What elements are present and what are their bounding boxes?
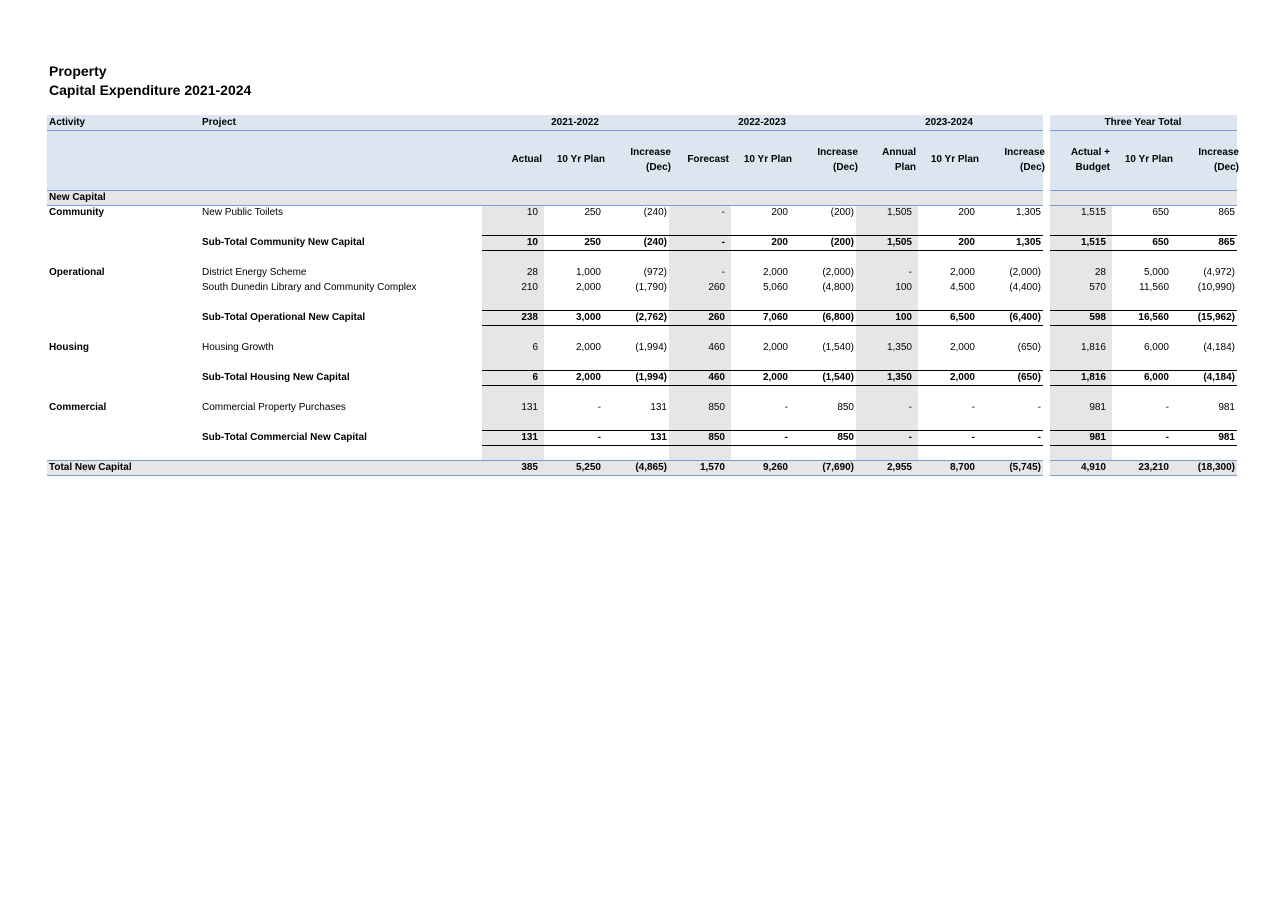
project-label: District Energy Scheme: [202, 267, 307, 278]
value-cell: (4,184): [1203, 342, 1235, 353]
project-label: New Public Toilets: [202, 207, 283, 218]
subtotal-value: -: [1165, 432, 1169, 443]
subtotal-value: (1,540): [822, 372, 854, 383]
subtotal-top-rule: [1050, 370, 1237, 371]
subtotal-value: (650): [1017, 372, 1041, 383]
subtotal-top-rule: [482, 235, 1043, 236]
value-cell: 260: [708, 282, 725, 293]
subtotal-value: 6,000: [1143, 372, 1169, 383]
value-cell: -: [597, 402, 601, 413]
subtotal-bottom-rule: [482, 385, 1043, 386]
subtotal-value: 100: [895, 312, 912, 323]
total-value: 2,955: [886, 462, 912, 473]
subtotal-value: -: [971, 432, 975, 443]
column-header: (Dec): [832, 162, 858, 173]
total-rule: [47, 475, 1043, 476]
subtotal-top-rule: [1050, 430, 1237, 431]
value-cell: 1,350: [886, 342, 912, 353]
column-header: Increase: [630, 147, 671, 158]
subtotal-top-rule: [482, 430, 1043, 431]
subtotal-value: 3,000: [575, 312, 601, 323]
value-cell: 200: [958, 207, 975, 218]
subtotal-bottom-rule: [1050, 250, 1237, 251]
value-cell: 850: [837, 402, 854, 413]
activity-header: Activity: [49, 117, 86, 128]
value-cell: 6: [532, 342, 538, 353]
project-label: Commercial Property Purchases: [202, 402, 346, 413]
total-value: 5,250: [575, 462, 601, 473]
total-value: 385: [521, 462, 538, 473]
value-cell: 5,060: [762, 282, 788, 293]
subtotal-value: 981: [1218, 432, 1235, 443]
activity-label: Operational: [49, 267, 105, 278]
subtotal-value: 260: [708, 312, 725, 323]
value-cell: 11,560: [1139, 282, 1169, 293]
value-cell: (240): [643, 207, 667, 218]
value-cell: 1,515: [1080, 207, 1106, 218]
value-cell: 865: [1218, 207, 1235, 218]
subtotal-value: (4,184): [1203, 372, 1235, 383]
column-header: Actual: [511, 154, 542, 165]
capex-table: [47, 115, 1237, 477]
column-header: Plan: [894, 162, 916, 173]
section-rule: [47, 205, 1043, 206]
value-cell: 1,816: [1080, 342, 1106, 353]
subtotal-value: -: [784, 432, 788, 443]
subtotal-value: 6: [532, 372, 538, 383]
subtotal-value: 6,500: [949, 312, 975, 323]
total-value: 4,910: [1080, 462, 1106, 473]
total-value: 8,700: [949, 462, 975, 473]
total-rule: [1050, 475, 1237, 476]
value-cell: 2,000: [575, 282, 601, 293]
subtotal-value: 10: [526, 237, 538, 248]
subtotal-label: Sub-Total Housing New Capital: [202, 372, 350, 383]
subtotal-value: 16,560: [1138, 312, 1169, 323]
total-value: (7,690): [822, 462, 854, 473]
value-cell: 6,000: [1143, 342, 1169, 353]
subtotal-bottom-rule: [1050, 325, 1237, 326]
subtotal-value: 2,000: [762, 372, 788, 383]
column-header: 10 Yr Plan: [930, 154, 979, 165]
value-cell: 131: [650, 402, 667, 413]
subtotal-value: 1,505: [886, 237, 912, 248]
subtotal-bottom-rule: [482, 445, 1043, 446]
subtotal-value: 250: [584, 237, 601, 248]
subtotal-value: 460: [708, 372, 725, 383]
header-rule: [47, 130, 1043, 131]
value-cell: 5,000: [1143, 267, 1169, 278]
value-cell: -: [784, 402, 788, 413]
total-value: (18,300): [1197, 462, 1235, 473]
section-label: New Capital: [49, 192, 106, 203]
section-band-total: [1050, 191, 1237, 205]
subtotal-value: 200: [958, 237, 975, 248]
value-cell: 570: [1089, 282, 1106, 293]
subtotal-value: (200): [830, 237, 854, 248]
value-cell: (4,400): [1009, 282, 1041, 293]
value-cell: -: [971, 402, 975, 413]
subtotal-label: Sub-Total Community New Capital: [202, 237, 365, 248]
value-cell: 850: [708, 402, 725, 413]
project-label: Housing Growth: [202, 342, 274, 353]
column-header: (Dec): [645, 162, 671, 173]
value-cell: 981: [1089, 402, 1106, 413]
total-rule: [1050, 460, 1237, 461]
header-rule: [1050, 190, 1237, 191]
subtotal-value: 1,816: [1080, 372, 1106, 383]
value-cell: (10,990): [1197, 282, 1235, 293]
total-value: 9,260: [762, 462, 788, 473]
subtotal-value: 850: [708, 432, 725, 443]
total-value: (5,745): [1009, 462, 1041, 473]
value-cell: 1,505: [886, 207, 912, 218]
subtotal-value: 598: [1089, 312, 1106, 323]
subtotal-value: 131: [521, 432, 538, 443]
subtotal-value: 238: [521, 312, 538, 323]
subtotal-value: -: [908, 432, 912, 443]
value-cell: -: [1037, 402, 1041, 413]
value-cell: 2,000: [575, 342, 601, 353]
value-cell: 200: [771, 207, 788, 218]
column-header: Budget: [1075, 162, 1110, 173]
subtotal-value: -: [721, 237, 725, 248]
value-cell: 28: [1094, 267, 1106, 278]
total-value: 1,570: [699, 462, 725, 473]
subtotal-value: 2,000: [575, 372, 601, 383]
subtotal-top-rule: [1050, 235, 1237, 236]
subtotal-value: 7,060: [762, 312, 788, 323]
year-group-header: Three Year Total: [1104, 117, 1182, 128]
value-cell: 650: [1152, 207, 1169, 218]
subtotal-value: -: [1037, 432, 1041, 443]
value-cell: 250: [584, 207, 601, 218]
activity-label: Community: [49, 207, 104, 218]
subtotal-top-rule: [482, 310, 1043, 311]
value-cell: 1,305: [1015, 207, 1041, 218]
subtotal-value: (240): [643, 237, 667, 248]
value-cell: -: [721, 267, 725, 278]
column-header: (Dec): [1213, 162, 1239, 173]
value-cell: (2,000): [822, 267, 854, 278]
value-cell: 2,000: [762, 267, 788, 278]
value-cell: (200): [830, 207, 854, 218]
value-cell: -: [1165, 402, 1169, 413]
column-header: 10 Yr Plan: [743, 154, 792, 165]
value-cell: 4,500: [949, 282, 975, 293]
page-subtitle: Capital Expenditure 2021-2024: [49, 82, 252, 98]
subtotal-value: 850: [837, 432, 854, 443]
value-cell: 2,000: [949, 342, 975, 353]
year-group-header: 2022-2023: [738, 117, 786, 128]
column-header: Forecast: [687, 154, 729, 165]
subtotal-value: 1,515: [1080, 237, 1106, 248]
value-cell: (1,994): [635, 342, 667, 353]
value-cell: 210: [521, 282, 538, 293]
value-cell: 981: [1218, 402, 1235, 413]
value-cell: (2,000): [1009, 267, 1041, 278]
column-header: Annual: [882, 147, 916, 158]
subtotal-value: -: [597, 432, 601, 443]
subtotal-label: Sub-Total Commercial New Capital: [202, 432, 367, 443]
subtotal-value: 1,305: [1015, 237, 1041, 248]
subtotal-bottom-rule: [482, 325, 1043, 326]
subtotal-value: 981: [1089, 432, 1106, 443]
subtotal-value: (6,800): [822, 312, 854, 323]
value-cell: 460: [708, 342, 725, 353]
header-rule: [47, 190, 1043, 191]
value-cell: (4,972): [1203, 267, 1235, 278]
column-header: Increase: [1198, 147, 1239, 158]
column-header: Increase: [817, 147, 858, 158]
value-cell: 2,000: [949, 267, 975, 278]
subtotal-value: (2,762): [635, 312, 667, 323]
subtotal-bottom-rule: [482, 250, 1043, 251]
column-header: 10 Yr Plan: [1124, 154, 1173, 165]
value-cell: -: [908, 267, 912, 278]
year-group-header: 2023-2024: [925, 117, 973, 128]
value-cell: (4,800): [822, 282, 854, 293]
page-title: Property: [49, 63, 107, 79]
project-label: South Dunedin Library and Community Complex: [202, 282, 417, 293]
value-cell: -: [721, 207, 725, 218]
activity-label: Commercial: [49, 402, 107, 413]
subtotal-top-rule: [1050, 310, 1237, 311]
value-cell: (1,790): [635, 282, 667, 293]
value-cell: 28: [526, 267, 538, 278]
total-value: (4,865): [635, 462, 667, 473]
value-cell: 131: [521, 402, 538, 413]
subtotal-value: 650: [1152, 237, 1169, 248]
value-cell: 100: [895, 282, 912, 293]
column-header: Increase: [1004, 147, 1045, 158]
header-rule: [1050, 130, 1237, 131]
subtotal-value: 2,000: [949, 372, 975, 383]
subtotal-top-rule: [482, 370, 1043, 371]
column-header: 10 Yr Plan: [556, 154, 605, 165]
value-cell: 2,000: [762, 342, 788, 353]
total-rule: [47, 460, 1043, 461]
subtotal-bottom-rule: [1050, 445, 1237, 446]
value-cell: (650): [1017, 342, 1041, 353]
subtotal-value: 200: [771, 237, 788, 248]
value-cell: 10: [526, 207, 538, 218]
value-cell: (972): [643, 267, 667, 278]
year-group-header: 2021-2022: [551, 117, 599, 128]
value-cell: (1,540): [822, 342, 854, 353]
subtotal-label: Sub-Total Operational New Capital: [202, 312, 366, 323]
subtotal-value: 865: [1218, 237, 1235, 248]
total-label: Total New Capital: [49, 462, 132, 473]
value-cell: -: [908, 402, 912, 413]
subtotal-bottom-rule: [1050, 385, 1237, 386]
subtotal-value: 131: [650, 432, 667, 443]
total-value: 23,210: [1138, 462, 1169, 473]
section-rule: [1050, 205, 1237, 206]
value-cell: 1,000: [575, 267, 601, 278]
activity-label: Housing: [49, 342, 89, 353]
subtotal-value: (6,400): [1009, 312, 1041, 323]
subtotal-value: (15,962): [1197, 312, 1235, 323]
subtotal-value: (1,994): [635, 372, 667, 383]
subtotal-value: 1,350: [886, 372, 912, 383]
column-header: Actual +: [1070, 147, 1110, 158]
project-header: Project: [202, 117, 236, 128]
column-header: (Dec): [1019, 162, 1045, 173]
